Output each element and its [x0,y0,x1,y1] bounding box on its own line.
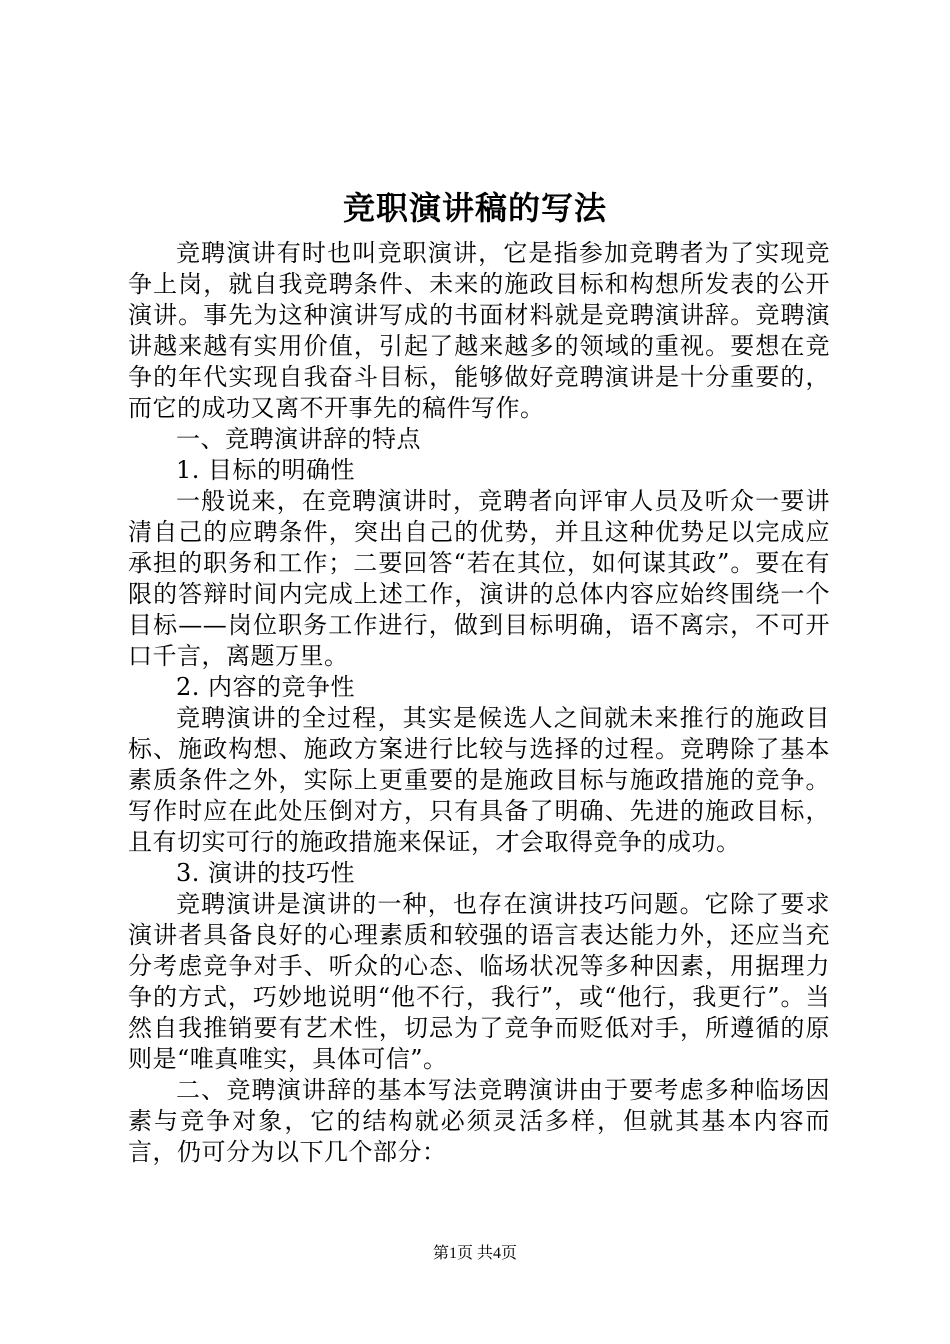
section-heading-writing-method: 二、竞聘演讲辞的基本写法竞聘演讲由于要考虑多种临场因素与竞争对象，它的结构就必须灵活多样，但就其基本内容而言，仍可分为以下几个部分： [128,1076,830,1166]
subheading-clarity: 1. 目标的明确性 [176,456,356,484]
subheading-technique: 3. 演讲的技巧性 [176,859,356,887]
section-heading-features: 一、竞聘演讲辞的特点 [176,425,421,453]
paragraph-technique: 竞聘演讲是演讲的一种，也存在演讲技巧问题。它除了要求演讲者具备良好的心理素质和较强的语言表达能力外，还应当充分考虑竞争对手、听众的心态、临场状况等多种因素，用据理力争的方式，巧妙地说明“他不行，我行”，或“他行，我更行”。当然自我推销要有艺术性，切忌为了竞争而贬低对手，所遵循的原则是“唯真唯实，具体可信”。 [128,890,830,1073]
document-body [128,238,830,1168]
document-title: 竞职演讲稿的写法 [342,189,607,227]
subheading-competitiveness: 2. 内容的竞争性 [176,673,356,701]
paragraph-clarity: 一般说来，在竞聘演讲时，竞聘者向评审人员及听众一要讲清自己的应聘条件，突出自己的优势，并且这种优势足以完成应承担的职务和工作；二要回答“若在其位，如何谋其政”。要在有限的答辩时间内完成上述工作，演讲的总体内容应始终围绕一个目标——岗位职务工作进行，做到目标明确，语不离宗，不可开口千言，离题万里。 [128,487,830,670]
page-footer: 第1页 共4页 [432,1245,517,1262]
paragraph-competitiveness: 竞聘演讲的全过程，其实是候选人之间就未来推行的施政目标、施政构想、施政方案进行比较与选择的过程。竞聘除了基本素质条件之外，实际上更重要的是施政目标与施政措施的竞争。写作时应在此处压倒对方，只有具备了明确、先进的施政目标，且有切实可行的施政措施来保证，才会取得竞争的成功。 [128,704,830,856]
paragraph-intro: 竞聘演讲有时也叫竞职演讲，它是指参加竞聘者为了实现竞争上岗，就自我竞聘条件、未来的施政目标和构想所发表的公开演讲。事先为这种演讲写成的书面材料就是竞聘演讲辞。竞聘演讲越来越有实用价值，引起了越来越多的领域的重视。要想在竞争的年代实现自我奋斗目标，能够做好竞聘演讲是十分重要的，而它的成功又离不开事先的稿件写作。 [128,239,830,422]
